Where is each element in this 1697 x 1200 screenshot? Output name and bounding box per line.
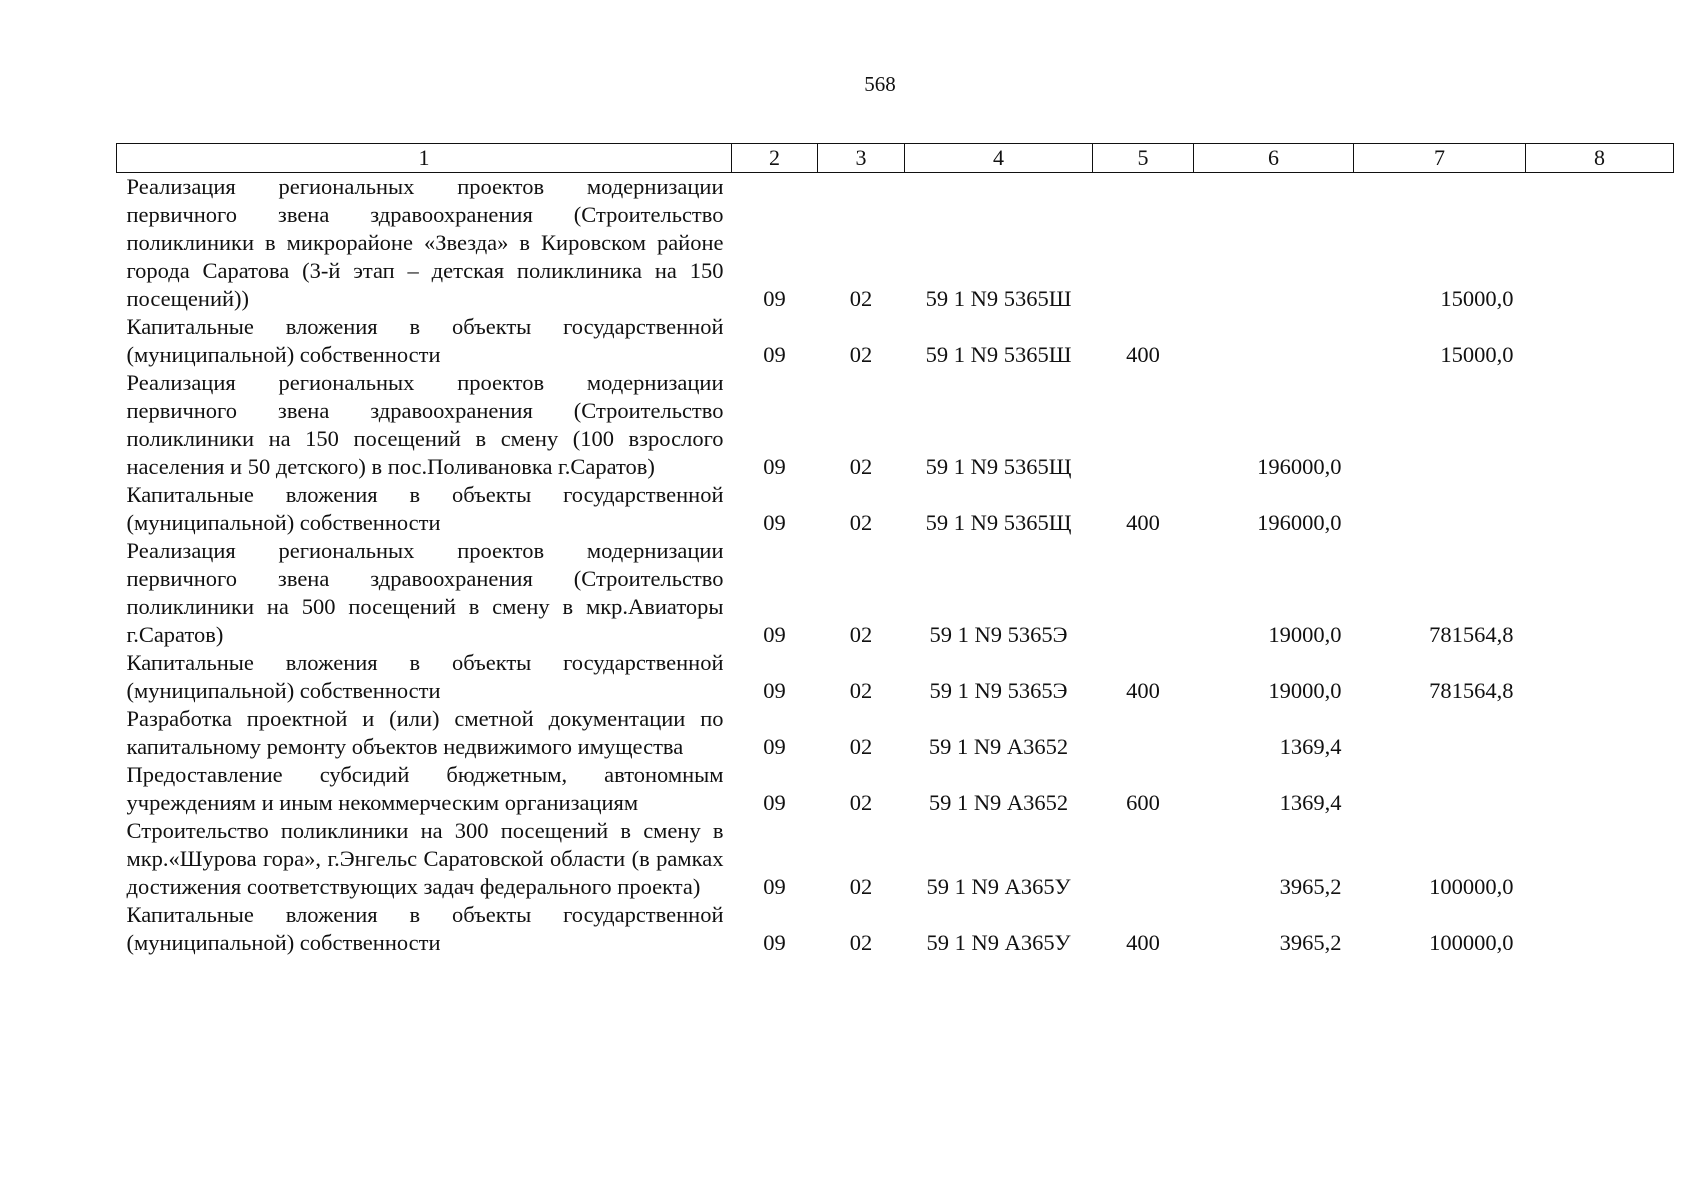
cell-amount-8 <box>1526 817 1674 901</box>
cell-target-code: 59 1 N9 А365У <box>926 874 1071 899</box>
cell-target-code: 59 1 N9 А3652 <box>928 790 1069 815</box>
row-description: Строительство поликлиники на 300 посещений в смену в мкр.«Шурова гора», г.Энгельс Саратовской области (в рамках достижения соответствующих задач федерального проекта) <box>126 818 724 899</box>
cell-subsection: 02 <box>849 734 873 759</box>
cell-amount-8 <box>1526 761 1674 817</box>
cell-amount-8 <box>1526 705 1674 761</box>
cell-section: 09 <box>763 930 786 955</box>
cell-amount-7: 15000,0 <box>1440 286 1514 311</box>
cell-subsection: 02 <box>849 874 873 899</box>
cell-amount-8 <box>1526 313 1674 369</box>
table-row <box>117 649 1674 705</box>
cell-target-code: 59 1 N9 А365У <box>926 930 1071 955</box>
cell-section: 09 <box>763 874 786 899</box>
cell-target-code: 59 1 N9 5365Ш <box>925 342 1072 367</box>
cell-section: 09 <box>763 622 786 647</box>
cell-amount-8 <box>1526 901 1674 957</box>
cell-section: 09 <box>763 678 786 703</box>
row-description: Разработка проектной и (или) сметной документации по капитальному ремонту объектов недвижимого имущества <box>126 706 724 759</box>
row-description: Капитальные вложения в объекты государственной (муниципальной) собственности <box>126 650 724 703</box>
cell-expense-type: 600 <box>1126 790 1160 815</box>
column-header-7: 7 <box>1354 144 1526 173</box>
cell-section: 09 <box>763 734 786 759</box>
cell-amount-6: 1369,4 <box>1279 790 1342 815</box>
cell-section: 09 <box>763 454 786 479</box>
cell-amount-7 <box>1354 369 1526 481</box>
cell-amount-6: 19000,0 <box>1268 678 1342 703</box>
table-row <box>117 817 1674 901</box>
cell-subsection: 02 <box>849 790 873 815</box>
column-header-4: 4 <box>905 144 1093 173</box>
cell-target-code: 59 1 N9 5365Э <box>929 678 1068 703</box>
cell-expense-type: 400 <box>1126 678 1160 703</box>
cell-amount-7: 15000,0 <box>1440 342 1514 367</box>
cell-amount-8 <box>1526 173 1674 314</box>
row-description: Предоставление субсидий бюджетным, автономным учреждениям и иным некоммерческим организациям <box>126 762 724 815</box>
row-description: Капитальные вложения в объекты государственной (муниципальной) собственности <box>126 482 724 535</box>
column-header-2: 2 <box>732 144 818 173</box>
cell-expense-type: 400 <box>1126 930 1160 955</box>
cell-target-code: 59 1 N9 5365Щ <box>925 454 1072 479</box>
cell-section: 09 <box>763 510 786 535</box>
row-description: Капитальные вложения в объекты государственной (муниципальной) собственности <box>126 902 724 955</box>
cell-target-code: 59 1 N9 5365Щ <box>925 510 1072 535</box>
cell-amount-6: 1369,4 <box>1279 734 1342 759</box>
cell-section: 09 <box>763 790 786 815</box>
cell-amount-6: 19000,0 <box>1268 622 1342 647</box>
cell-expense-type <box>1093 173 1194 314</box>
cell-amount-7: 781564,8 <box>1429 622 1514 647</box>
cell-amount-6 <box>1194 173 1354 314</box>
cell-amount-7: 100000,0 <box>1429 874 1514 899</box>
cell-amount-8 <box>1526 369 1674 481</box>
row-description: Капитальные вложения в объекты государственной (муниципальной) собственности <box>126 314 724 367</box>
table-row <box>117 537 1674 649</box>
cell-expense-type: 400 <box>1126 342 1160 367</box>
cell-subsection: 02 <box>849 678 873 703</box>
cell-section: 09 <box>763 342 786 367</box>
cell-target-code: 59 1 N9 А3652 <box>928 734 1069 759</box>
cell-amount-7 <box>1354 481 1526 537</box>
cell-subsection: 02 <box>849 622 873 647</box>
column-header-5: 5 <box>1093 144 1194 173</box>
cell-amount-7: 781564,8 <box>1429 678 1514 703</box>
column-header-8: 8 <box>1526 144 1674 173</box>
column-header-1: 1 <box>117 144 732 173</box>
cell-subsection: 02 <box>849 342 873 367</box>
cell-expense-type <box>1093 705 1194 761</box>
table-row <box>117 369 1674 481</box>
table-row <box>117 705 1674 761</box>
budget-table <box>116 143 1674 957</box>
table-row <box>117 481 1674 537</box>
header-row <box>117 144 1674 173</box>
row-description: Реализация региональных проектов модернизации первичного звена здравоохранения (Строительство поликлиники на 500 посещений в смену в мкр.Авиаторы г.Саратов) <box>126 538 724 647</box>
cell-amount-6: 3965,2 <box>1279 874 1342 899</box>
cell-amount-6: 196000,0 <box>1257 510 1342 535</box>
cell-expense-type <box>1093 817 1194 901</box>
cell-target-code: 59 1 N9 5365Ш <box>925 286 1072 311</box>
cell-amount-6: 196000,0 <box>1257 454 1342 479</box>
cell-amount-8 <box>1526 537 1674 649</box>
cell-section: 09 <box>763 286 786 311</box>
cell-subsection: 02 <box>849 286 873 311</box>
column-header-6: 6 <box>1194 144 1354 173</box>
cell-amount-7 <box>1354 761 1526 817</box>
row-description: Реализация региональных проектов модернизации первичного звена здравоохранения (Строительство поликлиники в микрорайоне «Звезда» в Кировском районе города Саратова (3-й этап – детская поликлиника на 150 посещений)) <box>126 174 724 311</box>
row-description: Реализация региональных проектов модернизации первичного звена здравоохранения (Строительство поликлиники на 150 посещений в смену (100 взрослого населения и 50 детского) в пос.Поливановка г.Саратов) <box>126 370 724 479</box>
cell-subsection: 02 <box>849 930 873 955</box>
cell-expense-type <box>1093 369 1194 481</box>
cell-subsection: 02 <box>849 510 873 535</box>
table-row <box>117 173 1674 314</box>
cell-amount-6: 3965,2 <box>1279 930 1342 955</box>
cell-expense-type <box>1093 537 1194 649</box>
cell-amount-7 <box>1354 705 1526 761</box>
page-number: 568 <box>864 72 896 96</box>
cell-amount-8 <box>1526 649 1674 705</box>
table-row <box>117 901 1674 957</box>
cell-subsection: 02 <box>849 454 873 479</box>
table-row <box>117 313 1674 369</box>
cell-amount-8 <box>1526 481 1674 537</box>
cell-target-code: 59 1 N9 5365Э <box>929 622 1068 647</box>
cell-amount-6 <box>1194 313 1354 369</box>
cell-expense-type: 400 <box>1126 510 1160 535</box>
cell-amount-7: 100000,0 <box>1429 930 1514 955</box>
table-row <box>117 761 1674 817</box>
column-header-3: 3 <box>818 144 905 173</box>
